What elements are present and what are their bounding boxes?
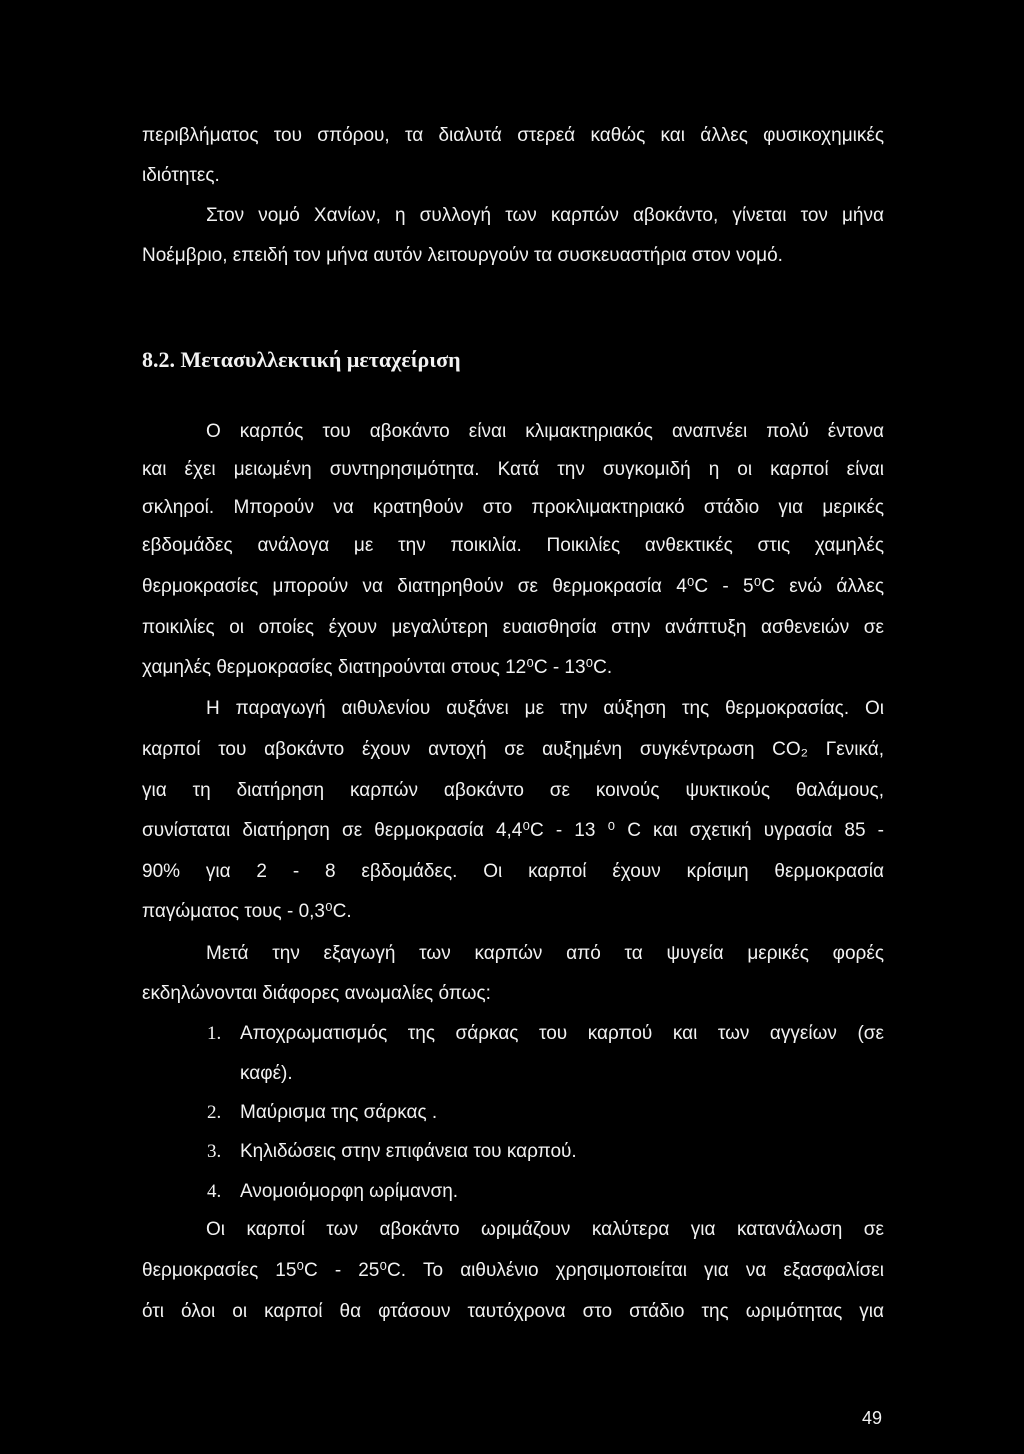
paragraph-line: θερμοκρασίες μπορούν να διατηρηθούν σε θερμοκρασία 4⁰C - 5⁰C ενώ άλλες (142, 576, 884, 597)
paragraph-line: εβδομάδες ανάλογα με την ποικιλία. Ποικιλίες ανθεκτικές στις χαμηλές (142, 535, 884, 556)
paragraph-line: παγώματος τους - 0,3⁰C. (142, 901, 352, 922)
paragraph-line: Στον νομό Χανίων, η συλλογή των καρπών αβοκάντο, γίνεται τον μήνα (206, 205, 884, 226)
paragraph-line: Μετά την εξαγωγή των καρπών από τα ψυγεία μερικές φορές (206, 943, 884, 964)
list-number: 4. (207, 1181, 222, 1202)
list-number: 1. (207, 1023, 222, 1044)
list-item-text: Μαύρισμα της σάρκας . (240, 1102, 438, 1123)
paragraph-line: Η παραγωγή αιθυλενίου αυξάνει με την αύξηση της θερμοκρασίας. Οι (206, 698, 884, 719)
list-item-text: Κηλιδώσεις στην επιφάνεια του καρπού. (240, 1141, 577, 1162)
paragraph-line: και έχει μειωμένη συντηρησιμότητα. Κατά την συγκομιδή η οι καρποί είναι (142, 459, 884, 480)
paragraph-line: χαμηλές θερμοκρασίες διατηρούνται στους 12⁰C - 13⁰C. (142, 657, 613, 678)
paragraph-line: συνίσταται διατήρηση σε θερμοκρασία 4,4⁰C - 13 ⁰ C και σχετική υγρασία 85 - (142, 820, 884, 841)
section-heading: 8.2. Μετασυλλεκτική μεταχείριση (142, 347, 461, 372)
paragraph-line: 90% για 2 - 8 εβδομάδες. Οι καρποί έχουν κρίσιμη θερμοκρασία (142, 861, 884, 882)
paragraph-line: θερμοκρασίες 15⁰C - 25⁰C. Το αιθυλένιο χρησιμοποιείται για να εξασφαλίσει (142, 1260, 884, 1281)
paragraph-line: Ο καρπός του αβοκάντο είναι κλιμακτηριακός αναπνέει πολύ έντονα (206, 421, 884, 442)
paragraph-line: Νοέμβριο, επειδή τον μήνα αυτόν λειτουργούν τα συσκευαστήρια στον νομό. (142, 245, 783, 266)
list-item-text: Ανομοιόμορφη ωρίμανση. (240, 1181, 459, 1202)
paragraph-line: ιδιότητες. (142, 165, 220, 186)
list-item-text: καφέ). (240, 1063, 293, 1084)
paragraph-line: εκδηλώνονται διάφορες ανωμαλίες όπως: (142, 983, 491, 1004)
paragraph-line: ότι όλοι οι καρποί θα φτάσουν ταυτόχρονα στο στάδιο της ωριμότητας για (142, 1301, 884, 1322)
paragraph-line: σκληροί. Μπορούν να κρατηθούν στο προκλιμακτηριακό στάδιο για μερικές (142, 497, 884, 518)
list-number: 2. (207, 1102, 222, 1123)
list-item-text: Αποχρωματισμός της σάρκας του καρπού και των αγγείων (σε (240, 1023, 884, 1044)
paragraph-line: Οι καρποί των αβοκάντο ωριμάζουν καλύτερα για κατανάλωση σε (206, 1219, 884, 1240)
page-number: 49 (862, 1408, 883, 1428)
list-number: 3. (207, 1141, 222, 1162)
paragraph-line: καρποί του αβοκάντο έχουν αντοχή σε αυξημένη συγκέντρωση CO₂ Γενικά, (142, 739, 884, 760)
paragraph-line: ποικιλίες οι οποίες έχουν μεγαλύτερη ευαισθησία στην ανάπτυξη ασθενειών σε (142, 617, 884, 638)
paragraph-line: περιβλήματος του σπόρου, τα διαλυτά στερεά καθώς και άλλες φυσικοχημικές (142, 125, 884, 146)
paragraph-line: για τη διατήρηση καρπών αβοκάντο σε κοινούς ψυκτικούς θαλάμους, (142, 780, 884, 801)
